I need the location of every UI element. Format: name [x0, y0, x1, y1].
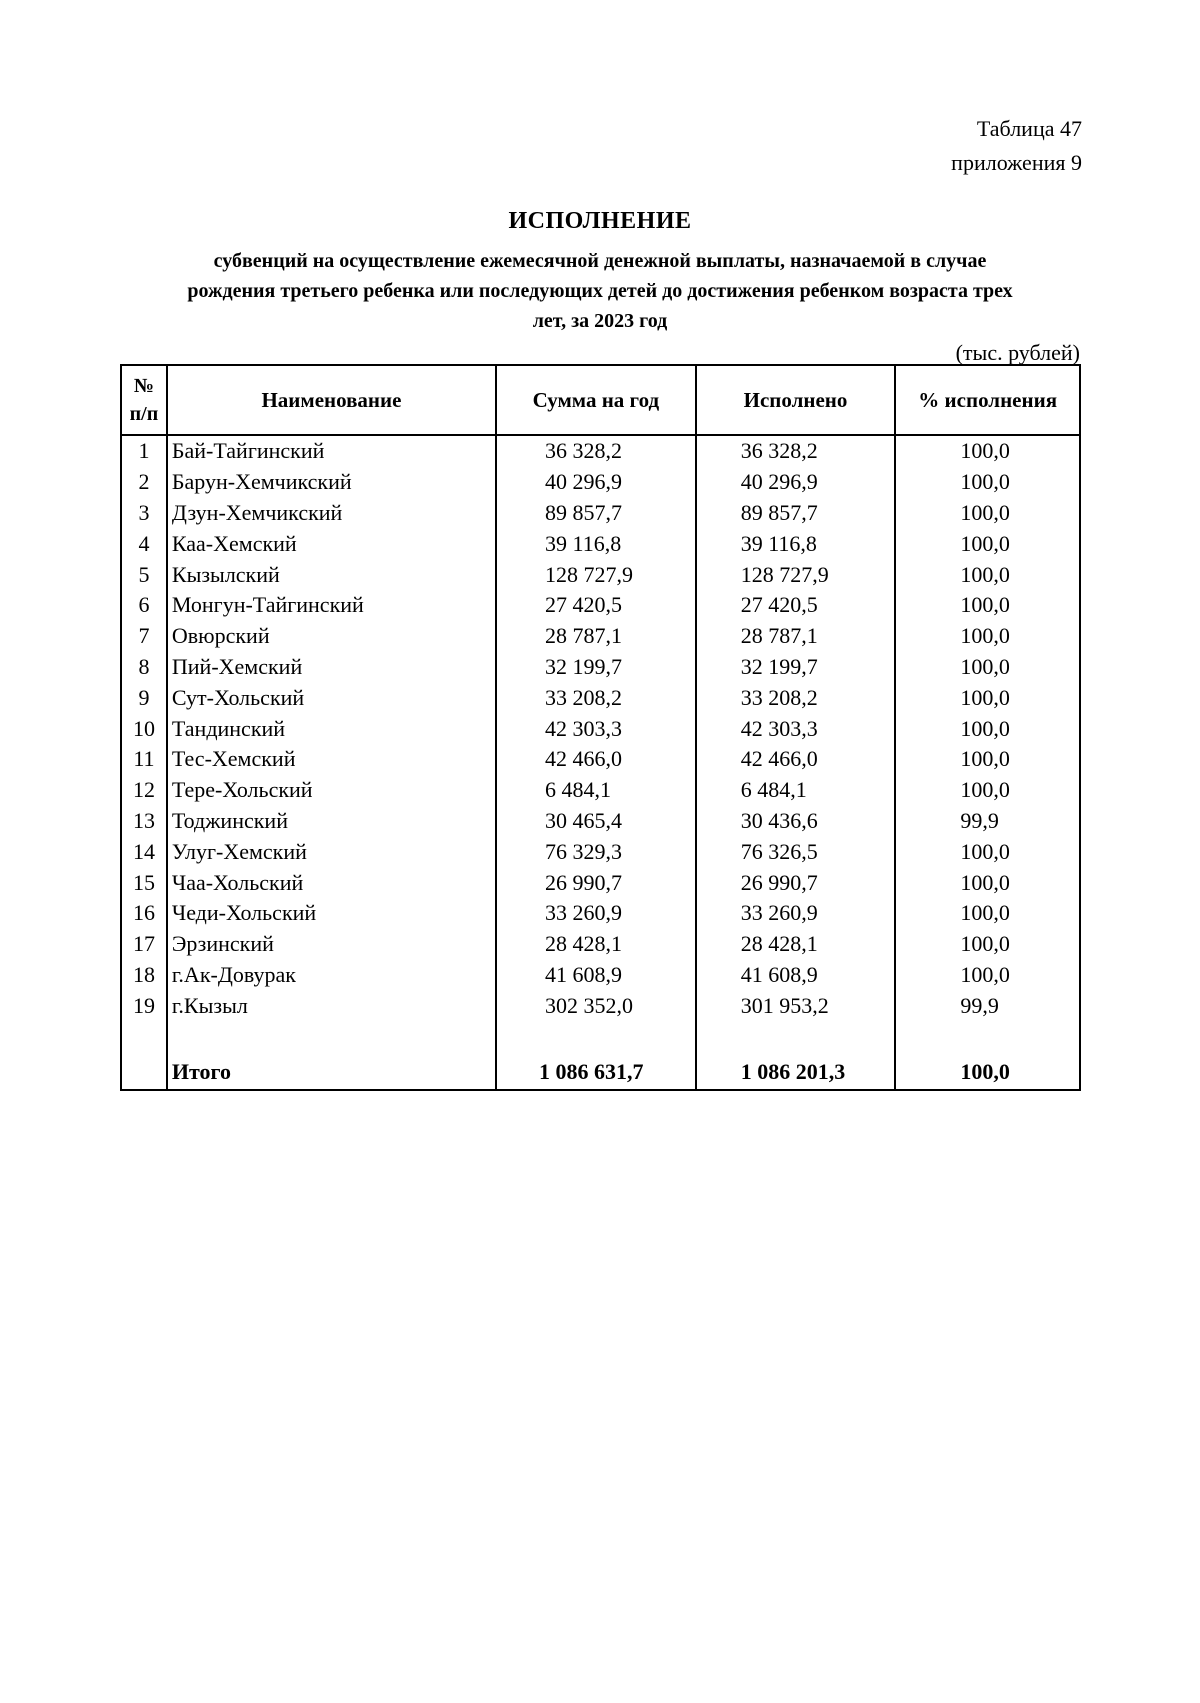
- table-reference: [951, 112, 1082, 180]
- row-name: Тере-Хольский: [167, 775, 496, 806]
- row-sum: 128 727,9: [496, 559, 696, 590]
- row-sum: 42 466,0: [496, 744, 696, 775]
- subtitle-line: рождения третьего ребенка или последующих детей до достижения ребенком возраста трех: [187, 280, 1013, 302]
- appendix-number: приложения 9: [951, 150, 1082, 175]
- table-row: [121, 435, 1080, 467]
- row-name: Каа-Хемский: [167, 528, 496, 559]
- row-name: Барун-Хемчикский: [167, 467, 496, 498]
- table-number: Таблица 47: [976, 116, 1082, 141]
- row-done: 28 428,1: [696, 929, 896, 960]
- table-header-row: [121, 365, 1080, 435]
- row-number: 2: [121, 467, 167, 498]
- row-number: 11: [121, 744, 167, 775]
- row-number: 3: [121, 498, 167, 529]
- row-pct: 100,0: [895, 960, 1080, 991]
- table-row: [121, 898, 1080, 929]
- row-name: Чеди-Хольский: [167, 898, 496, 929]
- row-name: Чаа-Хольский: [167, 867, 496, 898]
- table-row: [121, 836, 1080, 867]
- row-done: 33 208,2: [696, 682, 896, 713]
- row-number: 6: [121, 590, 167, 621]
- row-name: Пий-Хемский: [167, 652, 496, 683]
- row-done: 26 990,7: [696, 867, 896, 898]
- row-number: 4: [121, 528, 167, 559]
- row-done: 32 199,7: [696, 652, 896, 683]
- row-pct: 100,0: [895, 898, 1080, 929]
- table-row: [121, 559, 1080, 590]
- row-sum: 89 857,7: [496, 498, 696, 529]
- row-done: 28 787,1: [696, 621, 896, 652]
- row-sum: 40 296,9: [496, 467, 696, 498]
- header-number: [121, 365, 167, 435]
- row-done: 33 260,9: [696, 898, 896, 929]
- row-name: г.Кызыл: [167, 990, 496, 1021]
- subtitle-line: лет, за 2023 год: [532, 310, 668, 332]
- row-pct: 100,0: [895, 590, 1080, 621]
- row-number: 15: [121, 867, 167, 898]
- table-body: [121, 435, 1080, 1090]
- row-number: 17: [121, 929, 167, 960]
- table-row: [121, 682, 1080, 713]
- row-pct: 100,0: [895, 713, 1080, 744]
- total-label: Итого: [167, 1055, 496, 1090]
- table-row: [121, 590, 1080, 621]
- row-name: Эрзинский: [167, 929, 496, 960]
- row-number: 8: [121, 652, 167, 683]
- row-done: 42 466,0: [696, 744, 896, 775]
- row-sum: 26 990,7: [496, 867, 696, 898]
- row-done: 76 326,5: [696, 836, 896, 867]
- table-row: [121, 806, 1080, 837]
- row-sum: 302 352,0: [496, 990, 696, 1021]
- table-row: [121, 990, 1080, 1021]
- row-name: Дзун-Хемчикский: [167, 498, 496, 529]
- row-sum: 39 116,8: [496, 528, 696, 559]
- document-title: ИСПОЛНЕНИЕ: [508, 208, 692, 234]
- row-pct: 100,0: [895, 867, 1080, 898]
- header-pct: % исполнения: [895, 365, 1080, 435]
- table-row: [121, 960, 1080, 991]
- table-row: [121, 652, 1080, 683]
- spacer-cell: [696, 1021, 896, 1055]
- row-number: 1: [121, 435, 167, 467]
- row-sum: 30 465,4: [496, 806, 696, 837]
- row-name: Тоджинский: [167, 806, 496, 837]
- row-done: 128 727,9: [696, 559, 896, 590]
- row-pct: 100,0: [895, 467, 1080, 498]
- row-pct: 100,0: [895, 559, 1080, 590]
- row-number: 13: [121, 806, 167, 837]
- row-sum: 28 428,1: [496, 929, 696, 960]
- row-pct: 100,0: [895, 836, 1080, 867]
- header-sum: Сумма на год: [496, 365, 696, 435]
- row-name: Монгун-Тайгинский: [167, 590, 496, 621]
- row-name: Тандинский: [167, 713, 496, 744]
- row-done: 6 484,1: [696, 775, 896, 806]
- row-sum: 32 199,7: [496, 652, 696, 683]
- table-row: [121, 929, 1080, 960]
- spacer-cell: [496, 1021, 696, 1055]
- row-pct: 100,0: [895, 528, 1080, 559]
- row-sum: 41 608,9: [496, 960, 696, 991]
- row-done: 30 436,6: [696, 806, 896, 837]
- total-done: 1 086 201,3: [696, 1055, 896, 1090]
- spacer-cell: [167, 1021, 496, 1055]
- row-name: Овюрский: [167, 621, 496, 652]
- row-sum: 33 208,2: [496, 682, 696, 713]
- row-pct: 100,0: [895, 775, 1080, 806]
- row-pct: 100,0: [895, 621, 1080, 652]
- row-pct: 100,0: [895, 682, 1080, 713]
- row-number: 9: [121, 682, 167, 713]
- table-row: [121, 621, 1080, 652]
- row-sum: 42 303,3: [496, 713, 696, 744]
- row-number: 12: [121, 775, 167, 806]
- total-row: [121, 1055, 1080, 1090]
- row-name: Бай-Тайгинский: [167, 435, 496, 467]
- row-done: 27 420,5: [696, 590, 896, 621]
- row-pct: 100,0: [895, 744, 1080, 775]
- table-row: [121, 775, 1080, 806]
- row-sum: 76 329,3: [496, 836, 696, 867]
- row-name: Тес-Хемский: [167, 744, 496, 775]
- row-pct: 100,0: [895, 498, 1080, 529]
- row-done: 89 857,7: [696, 498, 896, 529]
- row-pct: 100,0: [895, 652, 1080, 683]
- row-sum: 27 420,5: [496, 590, 696, 621]
- row-number: 16: [121, 898, 167, 929]
- row-number: 14: [121, 836, 167, 867]
- header-number-label: п/п: [129, 403, 159, 425]
- row-done: 42 303,3: [696, 713, 896, 744]
- total-sum: 1 086 631,7: [496, 1055, 696, 1090]
- document-subtitle: [130, 246, 1070, 336]
- row-sum: 33 260,9: [496, 898, 696, 929]
- row-pct: 99,9: [895, 806, 1080, 837]
- spacer-row: [121, 1021, 1080, 1055]
- row-done: 40 296,9: [696, 467, 896, 498]
- row-name: Сут-Хольский: [167, 682, 496, 713]
- row-number: 7: [121, 621, 167, 652]
- row-sum: 28 787,1: [496, 621, 696, 652]
- row-done: 36 328,2: [696, 435, 896, 467]
- row-number: 5: [121, 559, 167, 590]
- row-pct: 100,0: [895, 929, 1080, 960]
- table-row: [121, 467, 1080, 498]
- header-number-symbol: №: [133, 375, 154, 397]
- row-name: г.Ак-Довурак: [167, 960, 496, 991]
- row-number: 10: [121, 713, 167, 744]
- execution-table: [120, 364, 1081, 1091]
- row-done: 41 608,9: [696, 960, 896, 991]
- row-number: 19: [121, 990, 167, 1021]
- total-number-cell: [121, 1055, 167, 1090]
- row-name: Улуг-Хемский: [167, 836, 496, 867]
- row-pct: 99,9: [895, 990, 1080, 1021]
- table-row: [121, 867, 1080, 898]
- row-sum: 6 484,1: [496, 775, 696, 806]
- header-done: Исполнено: [696, 365, 896, 435]
- row-done: 39 116,8: [696, 528, 896, 559]
- total-pct: 100,0: [895, 1055, 1080, 1090]
- table-row: [121, 528, 1080, 559]
- subtitle-line: субвенций на осуществление ежемесячной денежной выплаты, назначаемой в случае: [213, 250, 987, 272]
- row-number: 18: [121, 960, 167, 991]
- header-name: Наименование: [167, 365, 496, 435]
- table-row: [121, 713, 1080, 744]
- row-sum: 36 328,2: [496, 435, 696, 467]
- table-row: [121, 498, 1080, 529]
- row-done: 301 953,2: [696, 990, 896, 1021]
- row-name: Кызылский: [167, 559, 496, 590]
- spacer-cell: [121, 1021, 167, 1055]
- row-pct: 100,0: [895, 435, 1080, 467]
- spacer-cell: [895, 1021, 1080, 1055]
- table-row: [121, 744, 1080, 775]
- units-label: (тыс. рублей): [955, 340, 1080, 365]
